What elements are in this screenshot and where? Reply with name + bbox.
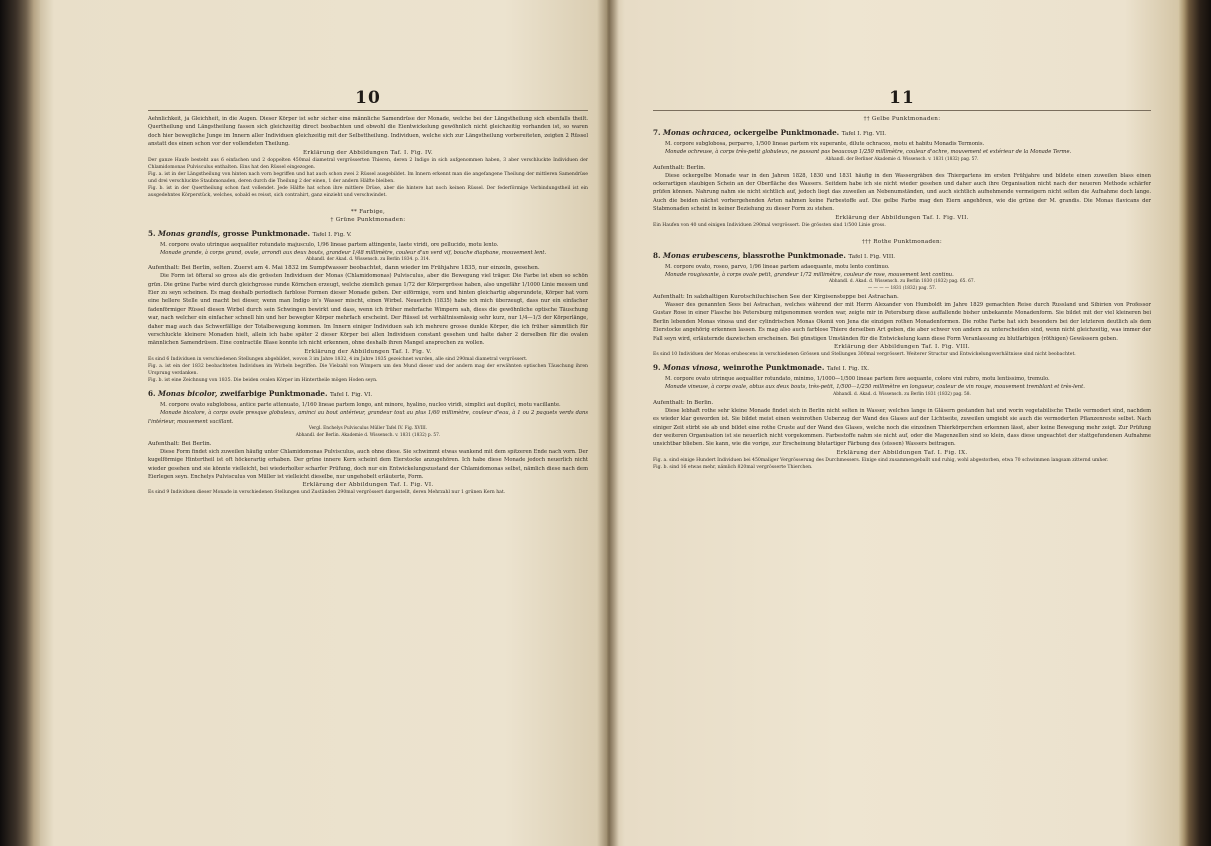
figure-caption: Der ganze Haufe besteht aus 6 einfachen und 2 doppelten 450mal diametral vergrösserten Thieren, deren 2 Indigo in sich aufgenommen haben, 3 aber verschluckte Individuen der Chlamidomonas Pulvisculus enthalten. Eins hat den Rüssel eingezogen. (148, 157, 588, 170)
section-heading: Erklärung der Abbildungen Taf. I. Fig. VII. (835, 214, 969, 221)
right-page-number: 11 (889, 88, 915, 108)
right-page (607, 0, 1182, 846)
bibliographic-reference: Vergl. Enchelys Pulvisculus Müller Tafel IV. Fig. XVIII. (308, 426, 428, 432)
body-paragraph: Diese ockergelbe Monade war in den Jahren 1828, 1830 und 1831 häufig in den Wassergräben des Thiergartens im ersten Frühjahre und bildete einen zuweilen blass einen ockerartigen staubigen Schein an der Oberfläche des Wassers. Seitdem habe ich sie nicht wieder gesehen und daher auch ihre Organisation nicht nach der neueren Methode schärfer prüfen können. Nahrung nahm sie nicht sichtlich auf, jedoch liegt das zuweilen an Nebenumständen, und auch sichtlich aufnehmende vermeigern nicht selten die Aufnahme doch lange. Auch die beiden nächst vorhergehenden Arten nahmen keine Farbestoffe auf. Die gelbe Farbe mag den Eiern angehören, wie die grüne der M. grandis. Die Monas flavicans der Stabmonaden scheint in keiner Beziehung zu dieser Form zu stehen. (653, 172, 1151, 213)
body-paragraph: Aehnlichkeit, ja Gleichheit, in die Augen. Dieser Körper ist sehr sicher eine männliche Samendrüse der Monade, welche bei der Längstheilung sich ebenfalls theilt. Quertheilung und Längstheilung fassen sich gleichzeitig direct beobachten und obwohl die Eientwickelung gewöhnlich nicht gleichzeitig vorhanden ist, so waren doch hier bewegliche Junge im Innern aller Individuen gleichzeitig mit der Selbsttheilung. Individuen, welche sich zur Längstheilung vorbereiteten, zeigten 2 Rüssel anstatt des einen schon vor der vollendeten Theilung. (148, 116, 588, 148)
species-heading (653, 127, 1151, 140)
figure-caption: Es sind 9 Individuen dieser Monade in verschiedenen Stellungen und Zuständen 290mal vergrössert dargestellt, deren Mehrzahl nur 1 grünen Kern hat. (148, 490, 506, 496)
habitat-line: Aufenthalt: Berlin. (653, 164, 706, 171)
figure-caption: Es sind 10 Individuen der Monas erubescens in verschiedenen Grössen und Stellungen 300mal vergrössert. Weiterer Structur und Entwickelungsverhältnisse sind nicht beobachtet. (653, 352, 1076, 358)
section-heading: Erklärung der Abbildungen Taf. I. Fig. VIII. (834, 344, 970, 351)
figure-caption: Fig. b. sind 16 etwas mehr, nämlich 820mal vergrösserte Thierchen. (653, 464, 813, 470)
section-heading: Erklärung der Abbildungen Taf. I. Fig. IV. (303, 149, 433, 156)
left-page (40, 0, 607, 846)
body-paragraph: M. corpore ovato utrinque aequaliter rotundato majusculo, 1/96 lineae partem attingente, laete viridi, ore pellucido, motu lento. (160, 241, 499, 248)
habitat-line: Aufenthalt: In Berlin. (653, 399, 714, 406)
species-common-name: grosse Punktmonade. (222, 228, 311, 238)
species-heading (148, 228, 588, 241)
body-paragraph: Diese Form findet sich zuweilen häufig unter Chlamidomonas Pulvisculus, auch ohne diese. Sie schwimmt etwas wankend mit dem spitzeren Ende nach vorn. Der kugelförmige Hintertheil ist oft höckerartig erhaben. Der grüne innere Kern scheint dem Eierstocke anzugehören. Ich habe diese Monade jedoch neuerlich nicht wieder gesehen und sie könnte vielleicht, bei wiederholter scharfer Prüfung, doch nur ein Entwickelungszustand der Chlamidomonas selbst, nämlich diese nach dem Eierlegen seyn. Enchelys Pulvisculus von Müller ist vielleicht dieselbe, nur ungehobelt erläuterte, Form. (148, 448, 588, 480)
right-binding-edge (1178, 0, 1211, 846)
bibliographic-reference: Abhandl. d. Akad. d. Wissensch. zu Berlin 1830 (1832) pag. 65. 67. (829, 279, 975, 285)
section-heading: † Grüne Punktmonaden: (330, 216, 406, 223)
french-description: Monade bicolore, à corps ovale presque globuleux, aminci au bout antérieur, grandeur tout au plus 1/60 millimètre, couleur d'eau, à 1 ou 2 paquets verds dans l'intérieur, mouvement vacillant. (148, 410, 588, 425)
book-gutter (597, 0, 619, 846)
body-paragraph: M. corpore ovato, roseo, parvo, 1/96 lineae partem adaequante, motu lento continuo. (665, 263, 890, 270)
species-plate-ref: Tafel I. Fig. VIII. (848, 253, 896, 260)
body-paragraph: M. corpore subglobosa, perparvo, 1/500 lineae partem vix superante, dilute ochraceo, motu et habitu Monadis Termonis. (665, 141, 985, 147)
species-name: Monas ochracea, (663, 128, 732, 137)
species-number: 8. (653, 250, 661, 260)
species-common-name: weinrothe Punktmonade. (722, 363, 825, 373)
section-heading: †† Gelbe Punktmonaden: (863, 116, 941, 122)
figure-caption: Fig. a. sind einige Hundert Individuen bei 450maliger Vergrösserung des Durchmessers. Einige sind zusammengeballt und ruhig, wohl abgestorben, etwa 70 schwimmen langsam zitternd umher. (653, 457, 1109, 463)
species-heading (653, 362, 1151, 375)
section-spacer (653, 229, 1151, 238)
species-common-name: blassrothe Punktmonade. (742, 250, 846, 260)
species-heading (653, 250, 1151, 263)
species-number: 6. (148, 388, 156, 398)
habitat-line: Aufenthalt: Bei Berlin. (148, 440, 212, 447)
species-common-name: ockergelbe Punktmonade. (733, 128, 840, 137)
section-heading: Erklärung der Abbildungen Taf. I. Fig. V. (304, 348, 432, 355)
species-number: 9. (653, 363, 661, 373)
french-description: Monade vineuse, à corps ovale, obtus aux deux bouts, très-petit, 1/500—1/250 millimètre en longueur, couleur de vin rouge, mouvement tremblant et très-lent. (665, 384, 1085, 391)
species-plate-ref: Tafel I. Fig. VII. (841, 131, 887, 137)
right-page-column (653, 0, 1151, 471)
figure-caption: Es sind 6 Individuen in verschiedenen Stellungen abgebildet, wovon 3 im Jahre 1832, 4 im Jahre 1835 gezeichnet wurden, alle sind 290mal diametral vergrössert. (148, 356, 528, 362)
figure-caption: Fig. b. ist eine Zeichnung von 1835. Die beiden ovalen Körper im Hintertheile mögen Hoden seyn. (148, 377, 378, 383)
species-plate-ref: Tafel I. Fig. V. (312, 231, 352, 238)
section-heading: Erklärung der Abbildungen Taf. I. Fig. VI. (302, 482, 434, 489)
figure-caption: Fig. a. ist in der Längstheilung von hinten nach vorn begriffen und hat auch schon zwei 2 Rüssel ausgebildet. Im Innern erkennt man die angefangene Theilung der mittleren Samendrüse und drei verschluckte Staubmonaden, deren durch die Theilung 2 der einen, 1 der andern Hälfte bleiben. (148, 171, 588, 184)
species-plate-ref: Tafel I. Fig. VI. (329, 391, 373, 398)
species-name: Monas grandis, (158, 228, 221, 238)
left-header-rule (148, 110, 588, 111)
right-header-rule (653, 110, 1151, 111)
bibliographic-reference: Abhandl. der Berliner Akademie d. Wissensch. v. 1831 (1832) pag. 57. (825, 156, 979, 162)
figure-caption: Fig. b. ist in der Quertheilung schon fast vollendet. Jede Hälfte hat schon ihre mittlere Drüse, aber die hintere hat noch keinen Rüssel. Der federförmige Verbindungstheil ist ein ausgedehntes Körperstück, welches, sobald es reisst, sich contrahirt, ganz einzieht und verschwindet. (148, 185, 588, 198)
bibliographic-reference: Abhandl. d. Akad. d. Wissensch. zu Berlin 1831 (1832) pag. 58. (833, 391, 971, 397)
bibliographic-reference: — — — — 1831 (1832) pag. 57. (867, 286, 937, 292)
figure-caption: Ein Haufen von 40 und einigen Individuen 290mal vergrössert. Die grössten sind 1/500 Linie gross. (653, 222, 886, 228)
left-page-body (148, 115, 588, 496)
habitat-line: Aufenthalt: In salzhaltigen Kurotschiluchischen See der Kirgisensteppe bei Astrachan. (653, 294, 899, 301)
bibliographic-reference: Abhandl. der Berlin. Akademie d. Wissensch. v. 1831 (1832) p. 57. (295, 432, 441, 438)
species-common-name: zweifarbige Punktmonade. (219, 388, 328, 398)
bibliographic-reference: Abhandl. der Akad. d. Wissensch. zu Berlin 1834. p. 314. (305, 257, 431, 263)
species-name: Monas bicolor, (158, 388, 218, 398)
figure-caption: Fig. a. ist ein der 1832 beobachteten Individuen im Wirbeln begriffen. Die Vielzahl von Wimpern um den Mund dieser und der andern mag der erwähnten optischen Täuschung ihren Ursprung verdanken. (148, 363, 588, 376)
left-page-number: 10 (355, 88, 381, 108)
french-description: Monade ochreuse, à corps très-petit globuleux, ne passant pas beaucoup 1/250 millimètre, couleur d'ochre, mouvement et extérieur de la Monade Terme. (665, 149, 1072, 156)
species-name: Monas vinosa, (663, 363, 721, 373)
body-paragraph: Diese lebhaft rothe sehr kleine Monade findet sich in Berlin nicht selten in Wasser, welches lange in Gläsern gestanden hat und worin vegetabilische Theile vermodert sind, nachdem es wieder klar geworden ist. Sie bildet meist einen weinrothen Ueberzug der Wand des Glases auf der Lichtseite, zuweilen umgiebt sie auch die vermoderten Pflanzenreste selbst. Nach einiger Zeit stirbt sie ab und bildet eine rothe Cruste auf der Wand des Glases, welche noch die einzelnen Thierkörperchen erkennen lässt, aber keine Bewegung mehr zeigt. Zur Prüfung der weiteren Organisation ist sie neuerlich nicht vorgekommen. Farbestoffe nahm sie nicht auf, oder die Magenzellen sind so klein, dass diese ungeachtet der stattgefundenen Aufnahme unsichtbar blieben. Sie kann, wie die vorige, zur Erscheinung blutartiger Färbung des (süssen) Wassers beitragen. (653, 407, 1151, 448)
section-heading: ** Farbige, (350, 208, 386, 215)
species-number: 5. (148, 228, 156, 238)
right-page-body (653, 115, 1151, 471)
body-paragraph: M. corpore ovato subglobosa, antice parte attenuato, 1/160 lineae partem longo, ant minore, hyalino, nucleo viridi, simplici aut duplici, motu vacillante. (160, 401, 561, 408)
species-number: 7. (653, 128, 661, 137)
habitat-line: Aufenthalt: Bei Berlin, selten. Zuerst am 4. Mai 1832 im Sumpfwasser beobachtet, dann wieder im Frühjahre 1835, nur einzeln, gesehen. (148, 265, 540, 272)
body-paragraph: M. corpore ovato utrinque aequaliter rotundato, minimo, 1/1000—1/500 lineae partem fere aequante, colore vini rubro, motu lentissimo, tremulo. (665, 376, 1050, 383)
section-heading: ††† Rothe Punktmonaden: (861, 238, 943, 245)
body-paragraph: Die Form ist öfteral so gross als die grössten Individuen der Monas (Chlamidomonas) Pulvisculus, aber die Bewegung viel träger. Die Farbe ist eben so schön grün. Die grüne Farbe wird durch gleichgrosse runde Körnchen erzeugt, welche ziemlich genau 1/72 der Körpergrösse haben, also ungefähr 1/1000 Linie messen und Eier zu seyn scheinen. Es mag deshalb periodisch farblose Formen dieser Monade geben. Der eiförmige, vorn und hinten gleichartig abgerundete, Körper hat vorn eine hellere Stelle und macht bei dieser, wenn man Indigo in's Wasser mischt, einen Wirbel. Neuerlich (1835) habe ich mich überzeugt, dass nur ein einfacher fadenförmiger Rüssel diesen Wirbel durch sein Schwingen bewirkt und dass, wenn ich früher mehrfache Wimpern sah, diess die gewöhnliche optische Täuschung war, nach welcher ein einfacher schnell hin und her bewegter Körper mehrfach erscheint. Der Rüssel ist verhältnissmässig sehr kurz, nur 1/4—1/3 der Körperlänge, daher mag auch das Schwerfällige der Totalbewegung kommen. Im Innern einiger Individuen sah ich mehrere grosse dunkle Körper, die ich früher sämmtlich für verschluckte kleinere Monaden hielt, allein ich habe später 2 dieser Körper bei allen Individuen constant gesehen und halte daher 2 derselben für die ovalen männlichen Samendrüsen. Eine contractile Blase konnte ich nicht erkennen, ohne deshalb ihren Mangel ansprechen zu wollen. (148, 273, 588, 347)
species-heading (148, 388, 588, 401)
left-page-column (148, 0, 588, 496)
body-paragraph: Wasser des genannten Sees bei Astrachan, welches während der mit Herrn Alexander von Humboldt im Jahre 1829 gemachten Reise durch Russland und Sibirien von Professor Gustav Rose in einer Flasche bis Petersburg mitgenommen worden war, zeigte mir in Petersburg diese auffallende bisher unbekannte Monadenform. Sie bildet mit der viel kleineren bei Berlin lebenden Monas vinosa und der cylindrischen Monas Okenii von Jena die einzigen rothen Monadenformen. Die rothe Farbe hat sich besonders bei der letzteren deutlich als dem Eierstocke angehörig erkennen lassen. Es mag also auch farblose Thiere derselben Art geben, die aber schwer von andern zu unterscheiden sind, wenn nicht gleichzeitig, was immer der Fall seyn wird, erläuternde dazwischen erscheinen. Bei günstigen Umständen für die Entwickelung kann diese Form Veranlassung zu blutfarbigen (röthigen) Gewässern geben. (653, 302, 1151, 342)
section-spacer (148, 199, 588, 208)
species-name: Monas erubescens, (663, 250, 741, 260)
french-description: Monade rougissante, à corps ovale petit, grandeur 1/72 millimètre, couleur de rose, mouvement lent continu. (665, 272, 954, 279)
section-heading: Erklärung der Abbildungen Taf. I. Fig. IX. (836, 449, 968, 456)
french-description: Monade grande, à corps grand, ovale, arrondi aux deux bouts, grandeur 1/48 millimètre, couleur d'un verd vif, bouche diaphane, mouvement lent. (160, 250, 547, 257)
species-plate-ref: Tafel I. Fig. IX. (826, 366, 869, 373)
